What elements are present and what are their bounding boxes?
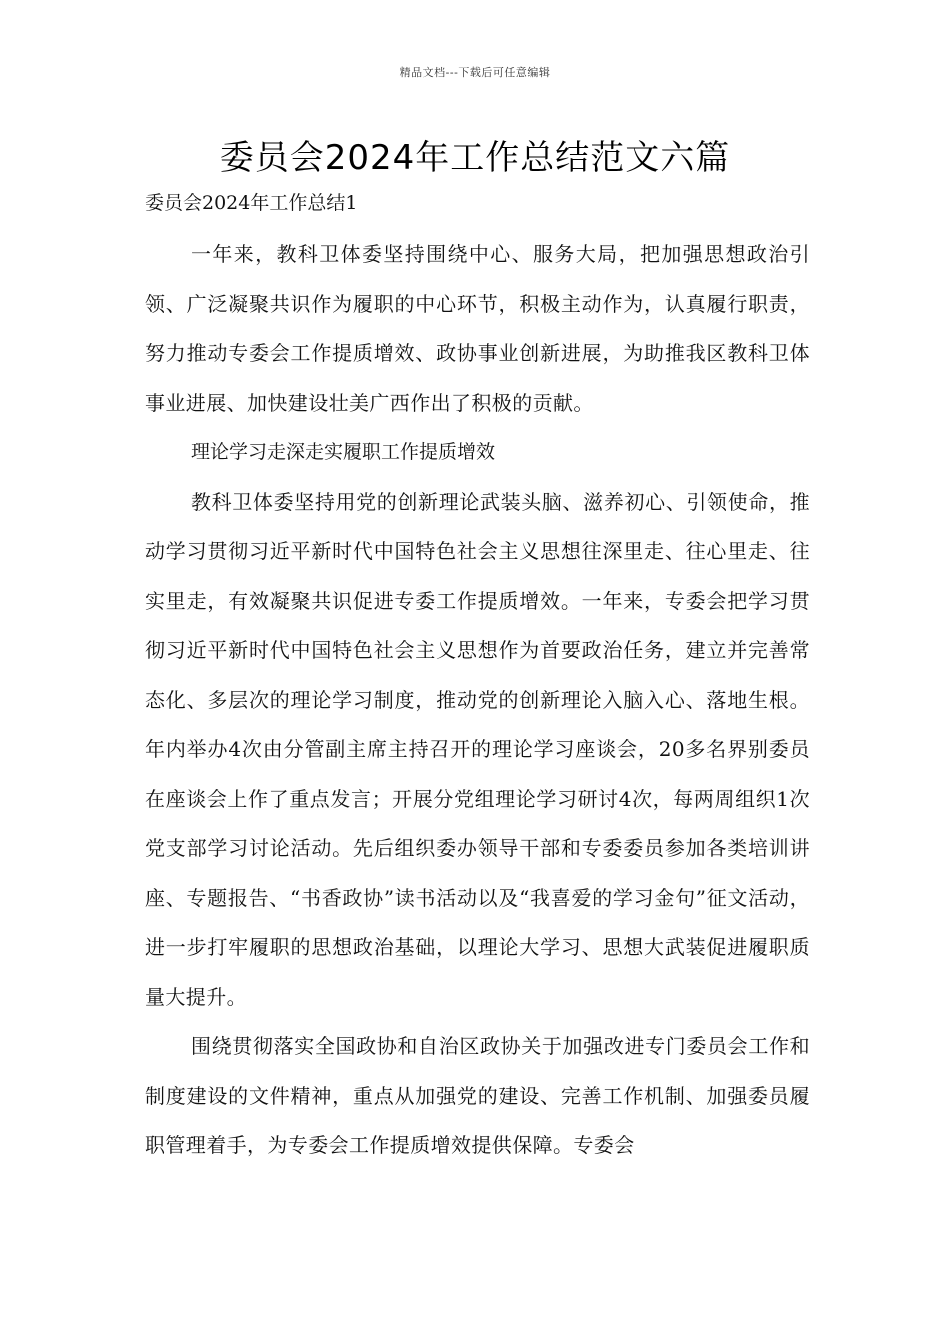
paragraph-theory-study: 教科卫体委坚持用党的创新理论武装头脑、滋养初心、引领使命，推动学习贯彻习近平新时代中国特色社会主义思想往深里走、往心里走、往实里走，有效凝聚共识促进专委工作提质增效。一年来，专委会把学习贯彻习近平新时代中国特色社会主义思想作为首要政治任务，建立并完善常态化、多层次的理论学习制度，推动党的创新理论入脑入心、落地生根。年内举办4次由分管副主席主持召开的理论学习座谈会，20多名界别委员在座谈会上作了重点发言；开展分党组理论学习研讨4次，每两周组织1次党支部学习讨论活动。先后组织委办领导干部和专委委员参加各类培训讲座、专题报告、“书香政协”读书活动以及“我喜爱的学习金句”征文活动，进一步打牢履职的思想政治基础，以理论大学习、思想大武装促进履职质量大提升。	[145, 489, 810, 1009]
section-heading: 理论学习走深走实履职工作提质增效	[191, 441, 496, 463]
header-note: 精品文档---下载后可任意编辑	[399, 66, 551, 79]
document-title: 委员会2024年工作总结范文六篇	[219, 138, 731, 178]
paragraph-system-building: 围绕贯彻落实全国政协和自治区政协关于加强改进专门委员会工作和制度建设的文件精神，重点从加强党的建设、完善工作机制、加强委员履职管理着手，为专委会工作提质增效提供保障。专委会	[145, 1034, 810, 1157]
document-body	[145, 230, 810, 1171]
section-subtitle: 委员会2024年工作总结1	[145, 192, 358, 214]
paragraph-intro: 一年来，教科卫体委坚持围绕中心、服务大局，把加强思想政治引领、广泛凝聚共识作为履职的中心环节，积极主动作为，认真履行职责，努力推动专委会工作提质增效、政协事业创新进展，为助推我区教科卫体事业进展、加快建设壮美广西作出了积极的贡献。	[145, 242, 810, 415]
